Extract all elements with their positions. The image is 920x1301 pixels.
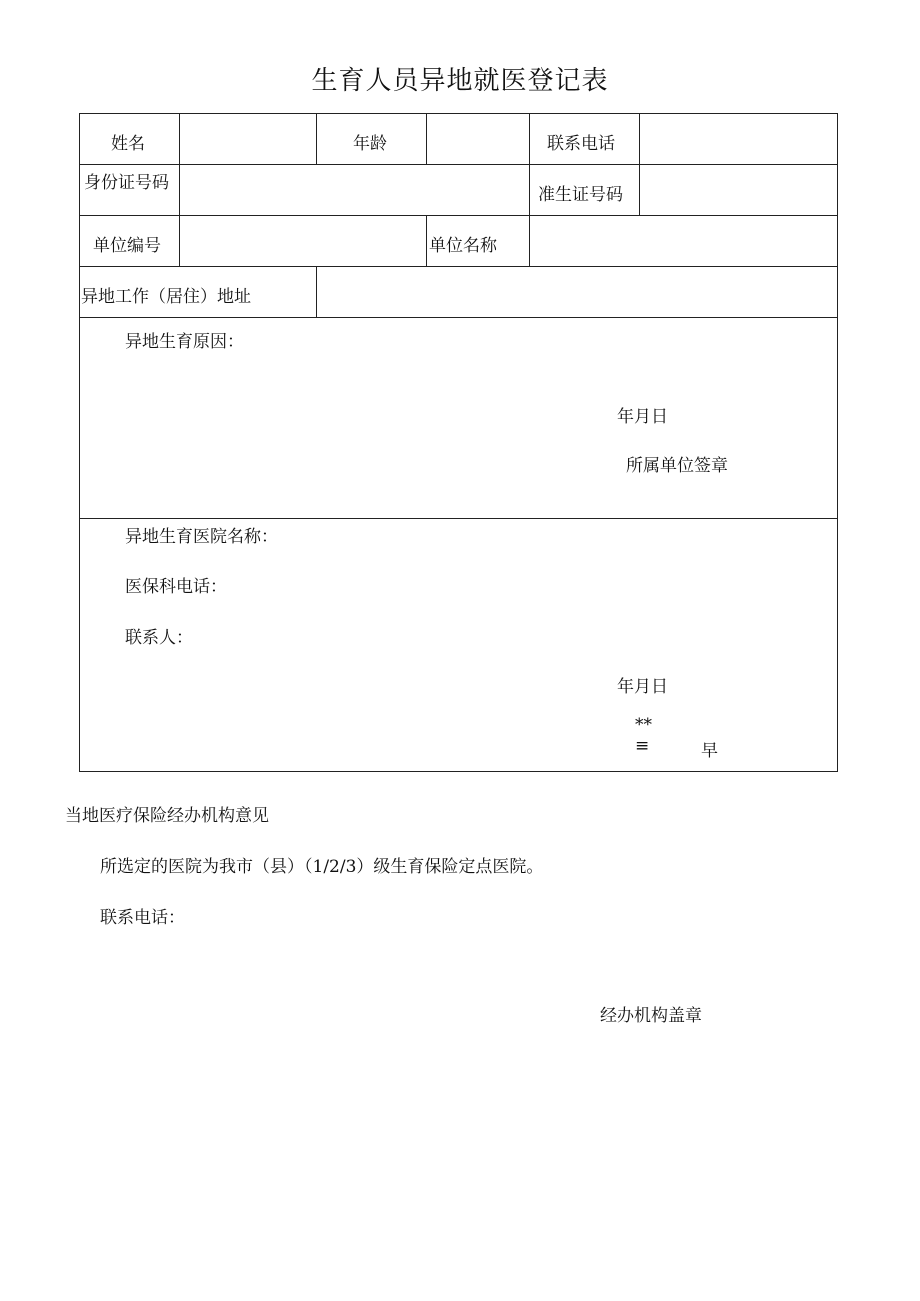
birth-permit-label: 准生证号码: [538, 185, 623, 205]
hospital-name-label: 异地生育医院名称：: [125, 527, 278, 547]
address-field[interactable]: [317, 267, 839, 317]
row-divider: [80, 518, 837, 519]
id-number-label: 身份证号码: [84, 173, 169, 193]
unit-name-field[interactable]: [530, 216, 839, 266]
reason-date: 年月日: [617, 407, 668, 427]
agency-seal-label: 经办机构盖章: [600, 1006, 702, 1026]
name-label: 姓名: [111, 134, 145, 154]
insurance-phone-label: 医保科电话：: [125, 577, 227, 597]
reason-label: 异地生育原因：: [125, 332, 244, 352]
column-divider: [316, 114, 317, 164]
contact-phone-label: 联系电话: [547, 134, 615, 154]
registration-form: [79, 113, 838, 772]
birth-permit-field[interactable]: [640, 165, 839, 215]
column-divider: [529, 114, 530, 215]
page-title: 生育人员异地就医登记表: [311, 66, 609, 96]
age-field[interactable]: [427, 114, 529, 164]
name-field[interactable]: [180, 114, 316, 164]
unit-name-label: 单位名称: [429, 236, 497, 256]
agency-opinion-heading: 当地医疗保险经办机构意见: [65, 806, 269, 826]
id-number-field[interactable]: [180, 165, 529, 215]
agency-phone-label: 联系电话：: [100, 908, 185, 928]
row-divider: [80, 317, 837, 318]
stamp-mark-left: ≡: [635, 736, 650, 756]
contact-person-label: 联系人：: [125, 628, 193, 648]
address-label: 异地工作（居住）地址: [81, 287, 251, 307]
unit-seal-label: 所属单位签章: [626, 456, 728, 476]
stamp-mark-top: **: [635, 715, 652, 735]
agency-statement: 所选定的医院为我市（县）（1/2/3）级生育保险定点医院。: [100, 857, 544, 877]
column-divider: [426, 215, 427, 266]
age-label: 年龄: [353, 134, 387, 154]
unit-code-field[interactable]: [180, 216, 426, 266]
unit-code-label: 单位编号: [93, 236, 161, 256]
hospital-date: 年月日: [617, 677, 668, 697]
stamp-mark-right: 早: [701, 741, 718, 761]
contact-phone-field[interactable]: [640, 114, 839, 164]
